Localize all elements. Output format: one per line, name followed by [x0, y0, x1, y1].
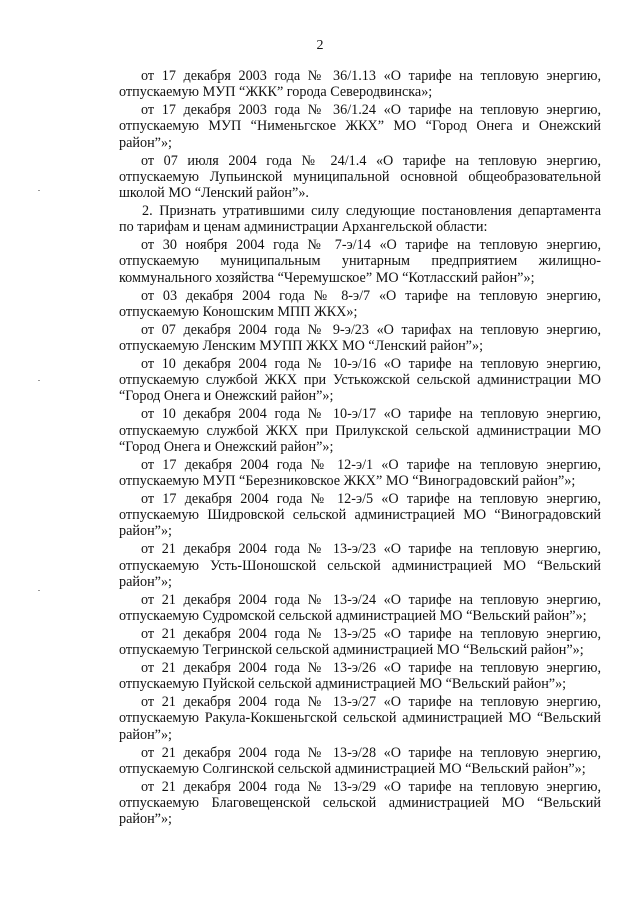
paragraph: от 03 декабря 2004 года № 8-э/7 «О тарифе на тепловую энергию, отпускаемую Коношским МПП ЖКХ»;	[119, 287, 601, 320]
document-body	[119, 68, 601, 829]
paragraph: от 17 декабря 2004 года № 12-э/1 «О тарифе на тепловую энергию, отпускаемую МУП “Березниковское ЖКХ” МО “Виноградовский район”»;	[119, 456, 601, 490]
paragraph: от 21 декабря 2004 года № 13-э/25 «О тарифе на тепловую энергию, отпускаемую Тегринской сельской администрацией МО “Вельский район”»;	[119, 625, 601, 659]
paragraph: от 21 декабря 2004 года № 13-э/29 «О тарифе на тепловую энергию, отпускаемую Благовещенской сельской администрацией МО “Вельский район”»;	[119, 778, 601, 828]
scan-mark	[38, 590, 40, 591]
numbered-paragraph: 2. Признать утратившими силу следующие постановления департамента по тарифам и ценам администрации Архангельской области:	[119, 203, 601, 236]
paragraph: от 17 декабря 2003 года № 36/1.13 «О тарифе на тепловую энергию, отпускаемую МУП “ЖКК” города Северодвинска»;	[119, 68, 601, 101]
paragraph: от 21 декабря 2004 года № 13-э/27 «О тарифе на тепловую энергию, отпускаемую Ракула-Кокшеньгской сельской администрацией МО “Вельский район”»;	[119, 694, 601, 743]
page-number: 2	[316, 38, 324, 53]
paragraph: от 21 декабря 2004 года № 13-э/28 «О тарифе на тепловую энергию, отпускаемую Солгинской сельской администрацией МО “Вельский район”»;	[119, 744, 601, 777]
paragraph: от 21 декабря 2004 года № 13-э/26 «О тарифе на тепловую энергию, отпускаемую Пуйской сельской администрацией МО “Вельский район”»;	[119, 660, 601, 693]
paragraph: от 30 ноября 2004 года № 7-э/14 «О тарифе на тепловую энергию, отпускаемую муниципальным унитарным предприятием жилищно-коммунального хозяйства “Черемушское” МО “Котласский район”»;	[119, 237, 601, 286]
paragraph: от 17 декабря 2003 года № 36/1.24 «О тарифе на тепловую энергию, отпускаемую МУП “Нименьгское ЖКХ” МО “Город Онега и Онежский район”»;	[119, 102, 601, 151]
paragraph: от 21 декабря 2004 года № 13-э/23 «О тарифе на тепловую энергию, отпускаемую Усть-Шоношской сельской администрацией МО “Вельский район”»;	[119, 541, 601, 590]
paragraph: от 21 декабря 2004 года № 13-э/24 «О тарифе на тепловую энергию, отпускаемую Судромской сельской администрацией МО “Вельский район”»;	[119, 591, 601, 625]
paragraph: от 10 декабря 2004 года № 10-э/16 «О тарифе на тепловую энергию, отпускаемую службой ЖКХ при Устькожской сельской администрации МО “Город Онега и Онежский район”»;	[119, 355, 601, 405]
paragraph: от 10 декабря 2004 года № 10-э/17 «О тарифе на тепловую энергию, отпускаемую службой ЖКХ при Прилукской сельской администрации МО “Город Онега и Онежский район”»;	[119, 406, 601, 455]
paragraph: от 17 декабря 2004 года № 12-э/5 «О тарифе на тепловую энергию, отпускаемую Шидровской сельской администрацией МО “Виноградовский район”»;	[119, 490, 601, 540]
scan-mark	[38, 380, 40, 381]
scan-mark	[38, 190, 40, 191]
paragraph: от 07 июля 2004 года № 24/1.4 «О тарифе на тепловую энергию, отпускаемую Лупьинской муниципальной основной общеобразовательной школой МО “Ленский район”».	[119, 152, 601, 202]
paragraph: от 07 декабря 2004 года № 9-э/23 «О тарифах на тепловую энергию, отпускаемую Ленским МУПП ЖКХ МО “Ленский район”»;	[119, 321, 601, 355]
